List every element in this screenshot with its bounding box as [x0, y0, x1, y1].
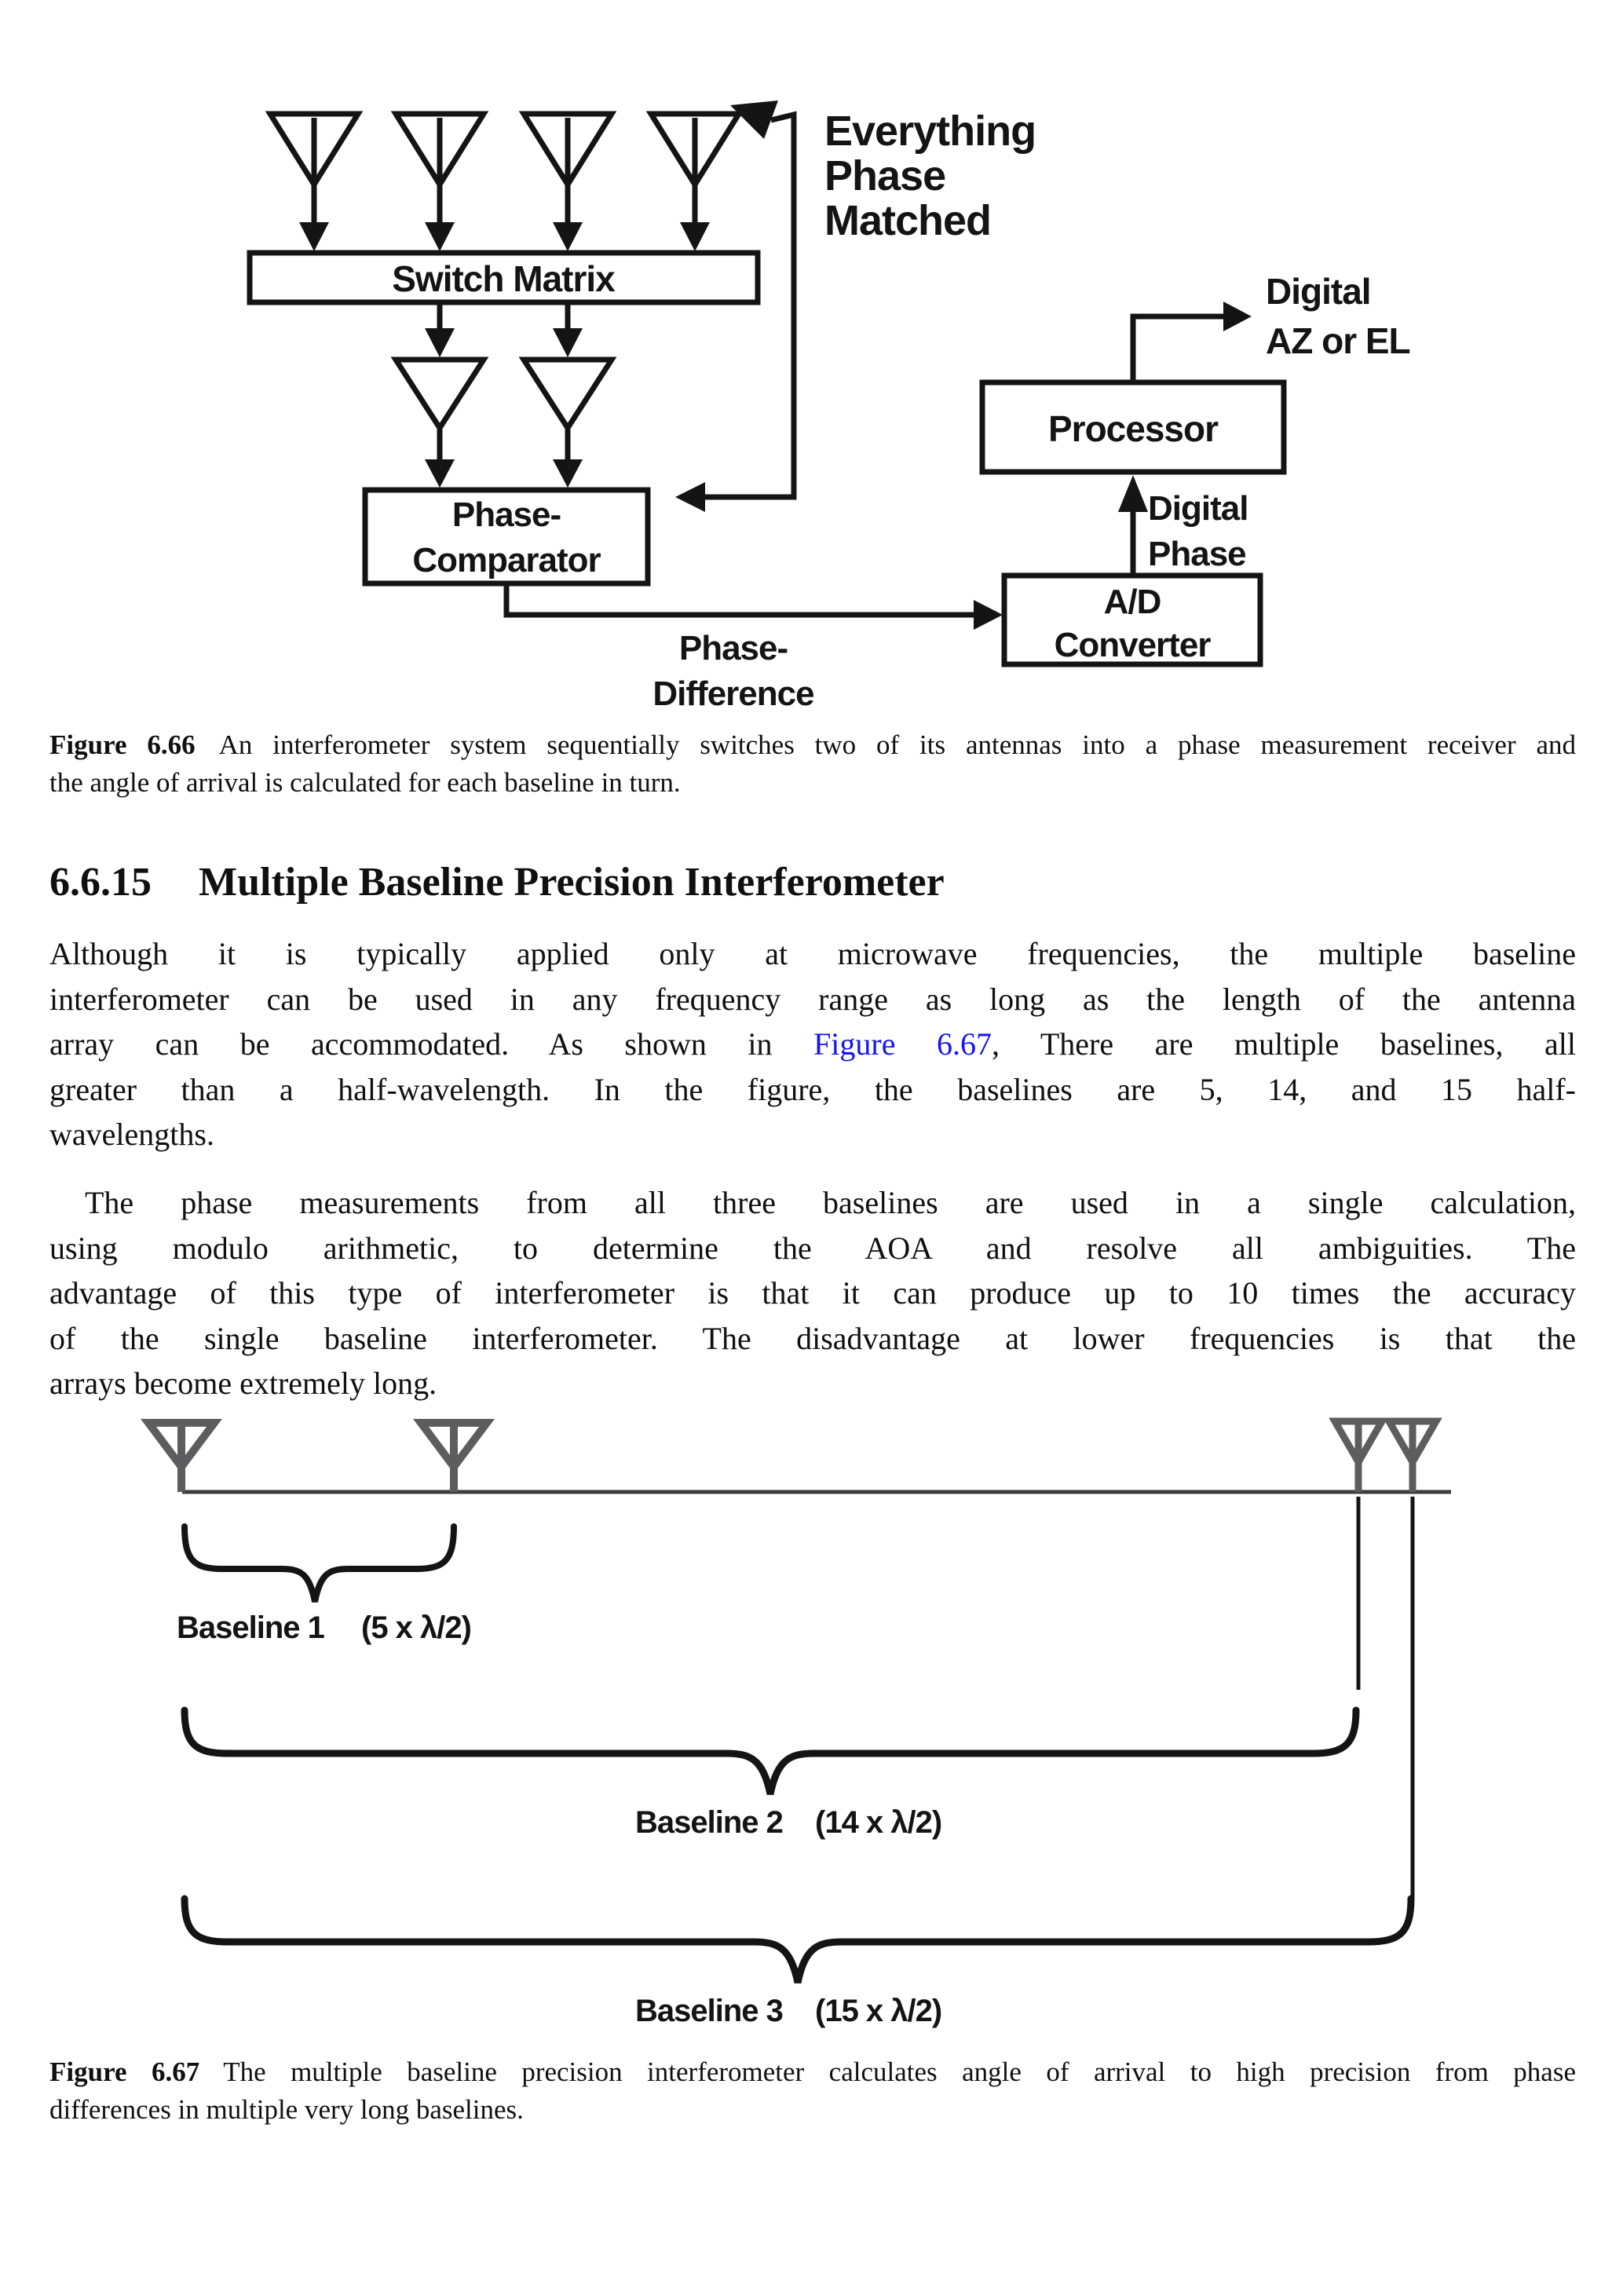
svg-text:Digital: Digital	[1148, 489, 1248, 528]
paragraph-1	[49, 931, 1576, 1157]
baseline3-brace	[185, 1899, 1411, 1983]
processor-box	[982, 382, 1284, 472]
svg-text:Everything: Everything	[824, 108, 1036, 155]
processor-label: Processor	[1047, 408, 1219, 449]
caption-line: differences in multiple very long baselines.	[49, 2094, 524, 2125]
section-heading	[49, 861, 1576, 905]
svg-text:Converter: Converter	[1054, 626, 1211, 664]
amplifier-icon	[396, 360, 484, 428]
section-number: 6.6.15	[49, 860, 152, 905]
section-title: Multiple Baseline Precision Interferometer	[199, 860, 945, 905]
caption-text: An interferometer system sequentially switches two of its antennas into a phase measurement receiver and	[218, 729, 1576, 760]
antenna-icon	[651, 114, 739, 251]
text-line: advantage of this type of interferometer is that it can produce up to 10 times the accuracy	[49, 1275, 1576, 1311]
baseline-2-group	[185, 1710, 1356, 1840]
text-line: using modulo arithmetic, to determine the AOA and resolve all ambiguities. The	[49, 1230, 1576, 1266]
switch-matrix-label: Switch Matrix	[392, 258, 615, 299]
svg-text:Digital: Digital	[1266, 271, 1371, 312]
receiver-channels	[396, 302, 612, 488]
figure-6-66-caption	[49, 726, 1576, 802]
caption-text: The multiple baseline precision interferometer calculates angle of arrival to high precision from phase	[223, 2057, 1576, 2087]
antenna-icon	[421, 1423, 487, 1492]
antenna-icon	[524, 114, 612, 251]
paragraph-2	[49, 1180, 1576, 1406]
svg-text:Baseline 1 (5 x λ/2)	[177, 1610, 471, 1645]
baseline1-label: Baseline 1	[177, 1610, 324, 1645]
arrowhead-right	[1223, 302, 1252, 331]
svg-text:Phase: Phase	[824, 152, 946, 199]
arrowhead-up	[1118, 475, 1148, 512]
figure-6-67-caption-label: Figure 6.67	[49, 2057, 200, 2087]
arrowhead-right	[974, 600, 1003, 630]
svg-text:A/D: A/D	[1103, 583, 1161, 621]
baseline2-label: Baseline 2	[635, 1805, 783, 1840]
figure-6-67-link[interactable]: Figure 6.67	[813, 1026, 992, 1062]
baseline3-value: (15 x λ/2)	[815, 1994, 942, 2028]
svg-text:Phase-: Phase-	[451, 495, 561, 534]
amplifier-icon	[524, 360, 612, 428]
svg-text:Difference: Difference	[652, 675, 814, 713]
svg-text:Comparator: Comparator	[412, 541, 601, 579]
caption-line: the angle of arrival is calculated for each baseline in turn.	[49, 767, 681, 798]
svg-text:Phase: Phase	[1148, 535, 1246, 573]
phase-difference-line	[506, 583, 1003, 713]
antenna-icon	[270, 114, 358, 251]
baseline-1-group	[177, 1526, 471, 1645]
text-line: wavelengths.	[49, 1117, 214, 1152]
text-line: of the single baseline interferometer. The disadvantage at lower frequencies is that the	[49, 1320, 1576, 1356]
baseline2-brace	[185, 1710, 1356, 1794]
everything-phase-matched-label	[824, 108, 1036, 244]
antenna-icon	[148, 1423, 214, 1492]
text-line	[49, 1022, 1576, 1067]
ad-converter-box	[1004, 576, 1260, 664]
antenna-icon	[396, 114, 484, 251]
svg-text:Matched: Matched	[824, 197, 992, 244]
svg-text:Baseline 2 (14 x λ/2)	[635, 1805, 941, 1840]
digital-phase-arrow	[1118, 475, 1248, 576]
text-line: Although it is typically applied only at microwave frequencies, the multiple baseline	[49, 936, 1576, 971]
figure-6-67-caption	[49, 2053, 1576, 2129]
figure-6-66-caption-label: Figure 6.66	[49, 729, 196, 760]
caption-line	[49, 2053, 1576, 2091]
arrowhead-left	[675, 482, 705, 512]
phase-comparator-box	[365, 490, 648, 583]
baseline1-brace	[185, 1526, 454, 1602]
digital-az-el-arrow	[1133, 271, 1410, 382]
text-line: The phase measurements from all three baselines are used in a single calculation,	[85, 1185, 1576, 1220]
text-line: arrays become extremely long.	[49, 1366, 437, 1401]
baseline-3-group	[185, 1899, 1411, 2028]
svg-text:AZ or EL: AZ or EL	[1266, 320, 1410, 361]
antenna-array-icons	[270, 114, 739, 251]
caption-line	[49, 726, 1576, 764]
baseline2-value: (14 x λ/2)	[815, 1805, 942, 1840]
svg-text:Phase-: Phase-	[678, 629, 788, 667]
figure-6-66-diagram	[0, 0, 1623, 721]
text-segment: , There are multiple baselines, all	[992, 1026, 1576, 1062]
switch-matrix-box	[250, 253, 758, 302]
figure-6-67-diagram	[0, 1406, 1623, 2049]
baseline3-label: Baseline 3	[635, 1994, 783, 2028]
antenna-icon	[1389, 1421, 1436, 1492]
svg-text:Baseline 3 (15 x λ/2)	[635, 1994, 941, 2028]
baseline1-value: (5 x λ/2)	[361, 1610, 471, 1645]
antenna-icons	[148, 1421, 1436, 1492]
antenna-icon	[1335, 1421, 1382, 1492]
text-segment: array can be accommodated. As shown in	[49, 1026, 814, 1062]
text-line: greater than a half-wavelength. In the figure, the baselines are 5, 14, and 15 half-	[49, 1071, 1576, 1107]
text-line: interferometer can be used in any frequency range as long as the length of the antenna	[49, 981, 1576, 1017]
